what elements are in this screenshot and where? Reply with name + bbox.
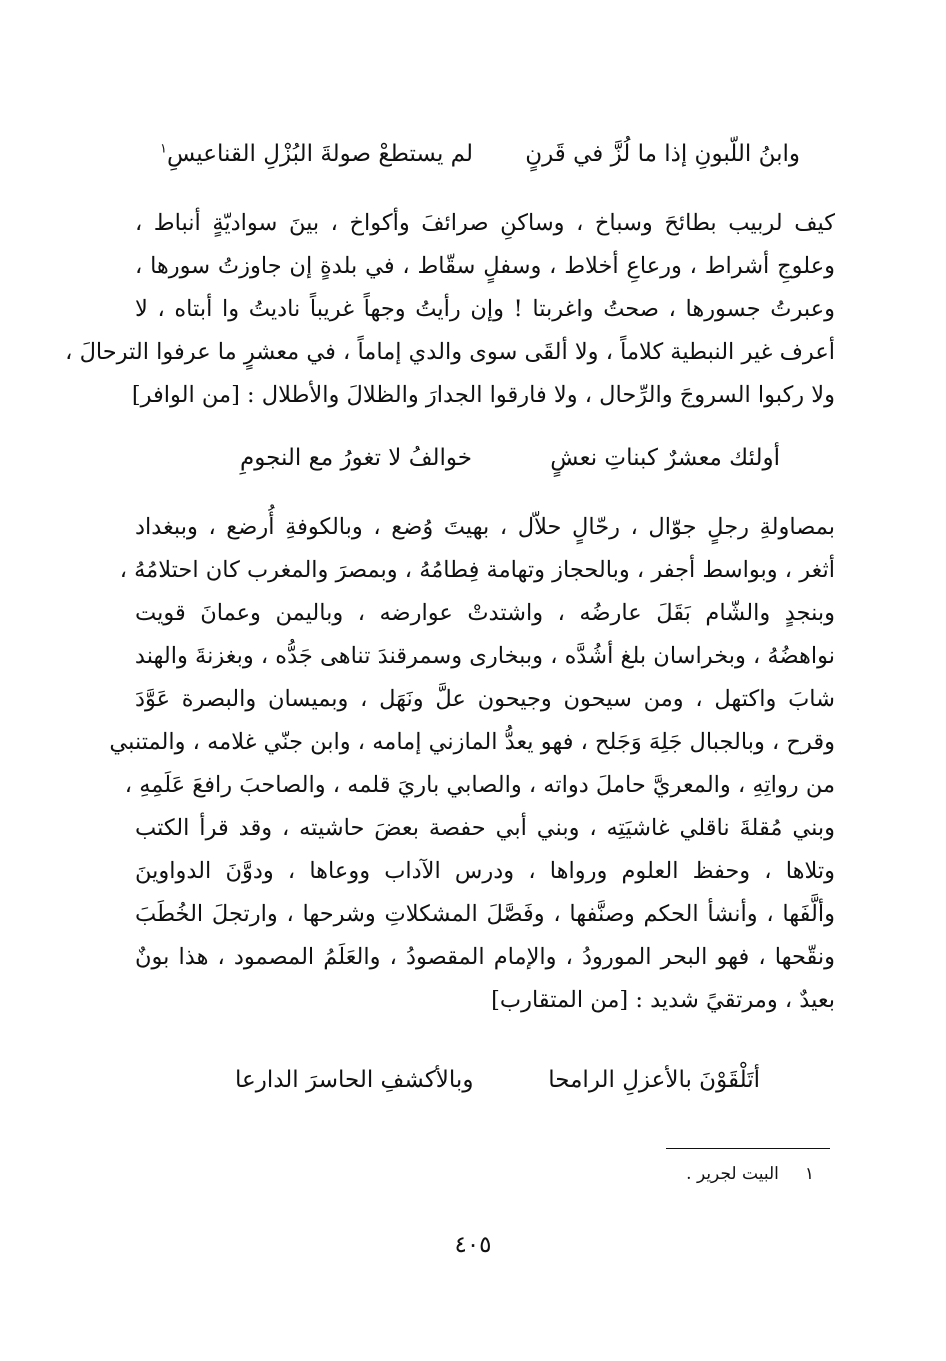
paragraph-1	[65, 202, 835, 417]
paragraph-2-line: من رواتِهِ ، والمعريَّ حاملَ دواته ، والصابي باريَ قلمه ، والصاحبَ رافعَ عَلَمِهِ ،	[124, 772, 835, 798]
verse-1-second-text: لم يستطعْ صولةَ البُزْلِ القناعيسِ	[166, 141, 473, 167]
paragraph-1-line: وعلوجِ أشراط ، ورعاعِ أخلاط ، وسفلٍ سقّاط ، في بلدةٍ إن جاوزتُ سورها ،	[135, 253, 835, 279]
verse-3	[235, 1058, 760, 1102]
footnote-text: البيت لجرير .	[686, 1164, 779, 1184]
paragraph-2-line: شابَ واكتهل ، ومن سيحون وجيحون علَّ ونَهَل ، وبميسان والبصرة عَوَّدَ	[135, 686, 835, 712]
paragraph-2-line: ونقّحها ، فهو البحر المورودُ ، والإمام المقصودُ ، والعَلَمُ المصمود ، هذا بونٌ	[135, 944, 835, 970]
paragraph-2-line: أثغر ، وبواسط أجفر ، وبالحجاز وتهامة فِطامُهُ ، وبمصرَ والمغرب كان احتلامُهُ ،	[119, 557, 835, 583]
verse-2-second-hemistich: خوالفُ لا تغورُ مع النجومِ	[240, 445, 473, 471]
footnote-divider	[666, 1148, 830, 1149]
paragraph-2-line: بمصاولةِ رجلٍ جوّال ، رحّالٍ حلاّل ، بهيتَ وُضع ، وبالكوفةِ أُرضع ، وببغداد	[135, 514, 835, 540]
verse-2	[240, 436, 780, 480]
footnote	[686, 1164, 814, 1184]
paragraph-1-line: كيف لربيب بطائحَ وسباخ ، وساكنِ صرائفَ وأكواخ ، بينَ سواديّةٍ أنباط ،	[135, 210, 835, 236]
paragraph-2-line: نواهضُهُ ، وبخراسان بلغ أشُدَّه ، وببخارى وسمرقندَ تناهى جَدُّه ، وبغزنةَ والهند	[134, 643, 835, 669]
verse-1-first-hemistich: وابنُ اللّبونِ إذا ما لُزَّ في قَرنٍ	[525, 141, 800, 167]
verse-3-second-hemistich: وبالأكشفِ الحاسرَ الدارعا	[235, 1067, 474, 1093]
paragraph-2-line: وقرح ، وبالجبال جَلِهَ وَجَلح ، فهو يعدُّ المازني إمامه ، وابن جنّي غلامه ، والمتنبي	[109, 729, 835, 755]
paragraph-1-line: أعرف غير النبطية كلاماً ، ولا ألقَى سوى والدي إماماً ، في معشرٍ ما عرفوا الترحالَ ،	[65, 339, 835, 365]
verse-1	[160, 132, 800, 176]
paragraph-2-line: وألَّفَها ، وأنشأ الحكم وصنَّفها ، وفَصَّلَ المشكلاتِ وشرحها ، وارتجلَ الخُطَبَ	[135, 901, 835, 927]
footnote-number: ١	[804, 1164, 814, 1184]
verse-3-first-hemistich: أتَلْقَوْنَ بالأعزلِ الرامحا	[548, 1067, 760, 1093]
footnote-marker: ١	[160, 141, 167, 157]
paragraph-2-line: وبنجدٍ والشّام بَقَلَ عارضُه ، واشتدتْ عوارضه ، وباليمن وعمانَ قويت	[135, 600, 835, 626]
page-number: ٤٠٥	[454, 1232, 492, 1258]
paragraph-2-line: وبني مُقلةَ ناقلي غاشيَتِه ، وبني أبي حفصة بعضَ حاشيته ، وقد قرأ الكتب	[135, 815, 835, 841]
verse-2-first-hemistich: أولئك معشرٌ كبناتِ نعشٍ	[550, 445, 780, 471]
paragraph-2-line: وتلاها ، وحفظ العلوم ورواها ، ودرس الآداب ووعاها ، ودوَّنَ الدواوينَ	[135, 858, 835, 884]
paragraph-1-line: ولا ركبوا السروجَ والرِّحال ، ولا فارقوا الجدارَ والظلالَ والأطلال : [من الوافر]	[131, 382, 835, 408]
verse-1-second-hemistich	[160, 141, 473, 167]
paragraph-2	[109, 506, 835, 1022]
paragraph-2-line: بعيدٌ ، ومرتقيً شديد : [من المتقارب]	[491, 987, 835, 1013]
paragraph-1-line: وعبرتُ جسورها ، صحتُ واغربتا ! وإن رأيتُ وجهاً غريباً ناديتُ وا أبتاه ، لا	[135, 296, 835, 322]
